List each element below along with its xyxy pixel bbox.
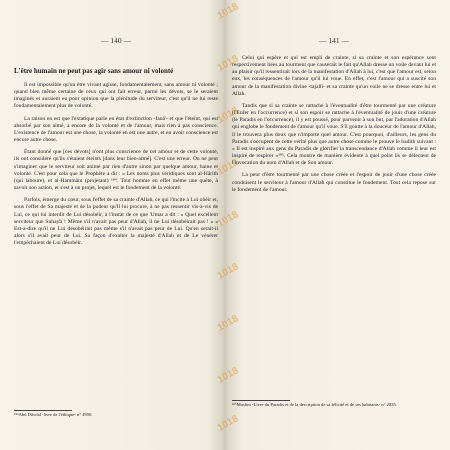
watermark-text: 1018 xyxy=(215,53,241,74)
left-paragraph-3: Étant donné que [ces dévots] n'ont plus conscience de cet amour et de cette volonté, ils ont considéré qu'ils s'étaient éteints [dans leur bien-aimé]. C'est une erreur. On ne peut s'imaginer que le serviteur soit animé par rien d'autre sinon par quelque amour, haine et volonté. C'est pour cela que le Prophète a dit : « Les noms plus véridiques sont al-Hârith (qui laboure), et al-Hammâm (projetant) ¹⁸⁴. Tout homme en effet même une quête, à savoir son action, et s'est à un projet, lequel est le fondement de la volonté. xyxy=(14,149,218,192)
watermark-text: 1018 xyxy=(215,365,241,386)
watermark-text: 1018 xyxy=(215,157,241,178)
right-paragraph-1: Celui qui espère et qui est empli de crainte, si sa crainte et son espérance sont respectivement liées au tourment que causerait le fait qu'Allah dresse un voile devant lui et au plaisir qu'il ressentirait lors de la manifestation d'Allah à lui, c'est que l'amour est, selon eux, les conséquences de l'amour qu'il lui voue. En effet, c'est l'amour qui a suscité son amour de la manifestation divine -tajallî- et sa crainte qu'un voile ne se dresse entre lui et Allah. xyxy=(232,55,436,97)
footnote-right: ¹⁸⁵Muslim -Livre du Paradis et de la description de sa félicité et de ses habitants- n° 2835. xyxy=(232,402,397,407)
watermark-text: 1018 xyxy=(215,413,241,434)
right-page xyxy=(232,0,436,450)
watermark-text: 1018 xyxy=(215,261,241,282)
watermark-text: 1018 xyxy=(215,313,241,334)
right-paragraph-2: Tandis que si sa crainte se rattache à l'éventualité d'être tourmenté par une créature (l'Enfer en l'occurrence) et si son espoir se rattache à l'éventualité de jouir d'une créature (le Paradis en l'occurrence), il y est poussé, pour parvenir à son but, par l'adoration d'Allah qui englobe le fondement de l'amour qu'il voue. S'il goutte à la douceur de l'amour d'Allah, il le trouvera plus doux que n'importe quel amour. C'est pourquoi, d'ailleurs, les gens du Paradis s'occupent de cette vérité plus que autre chose comme le prouve le hadith suivant : « Il est inspiré aux gens du Paradis de glorifier la transcendance d'Allah comme il leur est inspiré de respirer »¹⁸⁵. Cela montre de manière évidente à quel point ils se délectent de l'invocation du nom d'Allah et de Son amour. xyxy=(232,102,436,167)
right-page-body xyxy=(232,55,436,194)
left-page-body xyxy=(14,67,218,247)
page-number-left: — 140 — xyxy=(101,36,131,45)
left-paragraph-2: La raison en est que l'extatique parle en état d'extinction -fanâ'- et que l'éteint, qui est absorbé par son aimé, a encore de la volonté et de l'amour, mais rien à pas conscience. L'existence de l'amour est une chose, la volonté en est une autre, et en avoir conscience est encore autre chose. xyxy=(14,115,218,144)
left-page xyxy=(14,0,218,450)
section-heading: L'être humain ne peut pas agir sans amour ni volonté xyxy=(14,67,174,75)
right-paragraph-3: La peur d'être tourmenté par une chose créée et l'espoir de jouir d'une chose créée conduisent le serviteur à l'amour d'Allah qui constitue le fondement. Tout cela repose sur le fondement de l'amour. xyxy=(232,172,436,193)
left-paragraph-1: Il est impossible qu'un être vivant agisse, fondamentalement, sans amour ni volonté ; quand bien même certaine de ceux qui ont fait erreur, parmi les dévots, se le seraient imaginés et auraient eu pour opinion que la plénitude du serviteur, c'est qu'il ne lui reste fondamentalement plus de volonté. xyxy=(14,82,218,110)
footnote-left: ¹⁸⁴Abû Dâwûd -livre de l'éthique- n° 4950. xyxy=(14,412,93,417)
left-paragraph-4: Parfois, émerge du cœur, sous l'effet de sa crainte d'Allah, ce qui l'incite à Lui obéir et, sous l'effet de Sa majesté et de la pudeur qu'Il lui procure, à ne pas ressentir vis-à-vis de Lui, ce qui lui interdit de Lui désobéir, à l'instar de ce que 'Umar a dit : « Quel excellent serviteur que Suhayb ! Même s'il n'avait pas peur d'Allah, il ne Lui désobéirait pas ! » « Est-à-dire qu'il ne Lui désobéirait pas même s'il n'avait pas peur de Lui. Qu'en serait-il alors s'il avait peur de Lui. Sa façon d'exalter la majesté d'Allah et de Le vénérer l'empêchaient de Lui désobéir. xyxy=(14,197,218,247)
page-number-right: — 141 — xyxy=(319,36,349,45)
watermark-text: 1018 xyxy=(215,209,241,230)
footnote-rule-right xyxy=(232,400,290,401)
watermark-text: 1018 xyxy=(215,1,241,22)
watermark-text: 1018 xyxy=(215,105,241,126)
footnote-rule-left xyxy=(14,410,72,411)
